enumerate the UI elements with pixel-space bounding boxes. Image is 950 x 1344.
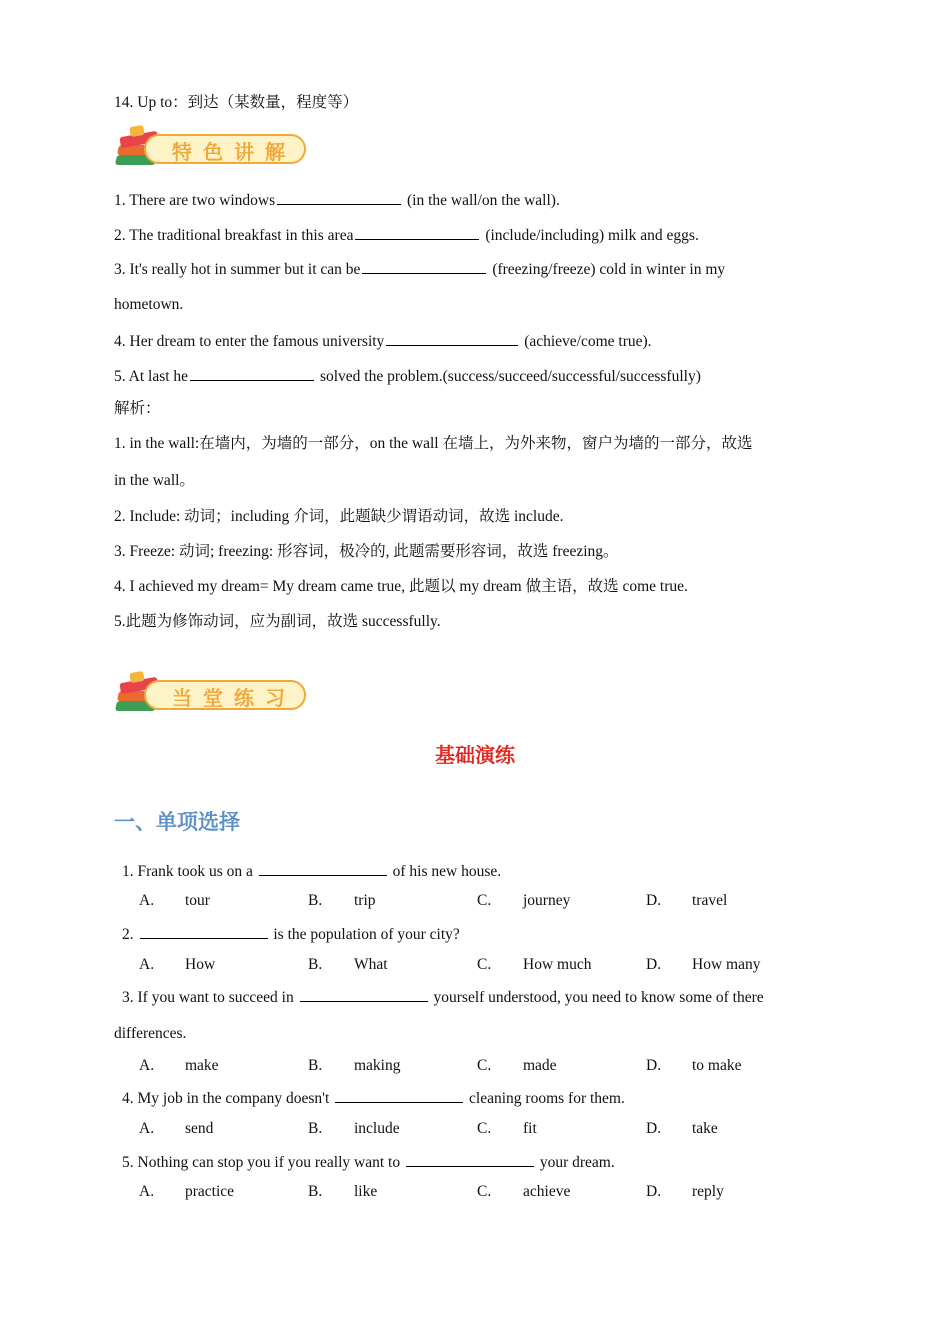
option-d[interactable]: D. How many	[646, 956, 761, 973]
option-a[interactable]: A. How	[139, 956, 216, 973]
answer-blank[interactable]	[362, 258, 486, 274]
question-stem-cont: differences.	[114, 1025, 187, 1042]
option-d[interactable]: D. to make	[646, 1057, 742, 1074]
answer-blank[interactable]	[277, 189, 401, 205]
feature-explain-badge	[114, 124, 310, 174]
feature-question-cont: hometown.	[114, 296, 184, 313]
answer-blank[interactable]	[406, 1151, 534, 1167]
option-c[interactable]: C. achieve	[477, 1183, 571, 1200]
feature-question: 1. There are two windows (in the wall/on the wall).	[114, 189, 560, 211]
option-a[interactable]: A. practice	[139, 1183, 235, 1200]
option-b[interactable]: B. trip	[308, 892, 376, 909]
option-c[interactable]: C. How much	[477, 956, 592, 973]
analysis-heading: 解析：	[114, 400, 161, 417]
option-c[interactable]: C. made	[477, 1057, 557, 1074]
question-stem: 1. Frank took us on a of his new house.	[122, 860, 501, 882]
analysis-line: 1. in the wall:在墙内，为墙的一部分，on the wall 在墙上，为外来物，窗户为墙的一部分，故选	[114, 435, 753, 452]
question-stem: 3. If you want to succeed in yourself understood, you need to know some of there	[122, 986, 764, 1008]
badge-label: 当堂练习	[172, 686, 296, 710]
answer-blank[interactable]	[386, 330, 518, 346]
answer-blank[interactable]	[300, 986, 428, 1002]
option-c[interactable]: C. journey	[477, 892, 571, 909]
in-class-practice-badge	[114, 670, 310, 720]
answer-blank[interactable]	[259, 860, 387, 876]
option-a[interactable]: A. send	[139, 1120, 214, 1137]
question-stem: 5. Nothing can stop you if you really want to your dream.	[122, 1151, 615, 1173]
option-d[interactable]: D. take	[646, 1120, 718, 1137]
option-c[interactable]: C. fit	[477, 1120, 537, 1137]
badge-label: 特色讲解	[172, 140, 296, 164]
answer-blank[interactable]	[140, 923, 268, 939]
feature-question: 4. Her dream to enter the famous university (achieve/come true).	[114, 330, 652, 352]
single-choice-section-title: 一、单项选择	[114, 810, 240, 834]
analysis-line: 5.此题为修饰动词，应为副词，故选 successfully.	[114, 613, 441, 630]
feature-question: 2. The traditional breakfast in this area (include/including) milk and eggs.	[114, 224, 699, 246]
question-stem: 2. is the population of your city?	[122, 923, 460, 945]
analysis-line: 3. Freeze: 动词; freezing: 形容词，极冷的, 此题需要形容词，故选 freezing。	[114, 543, 619, 560]
answer-blank[interactable]	[355, 224, 479, 240]
option-b[interactable]: B. making	[308, 1057, 401, 1074]
option-d[interactable]: D. travel	[646, 892, 728, 909]
option-b[interactable]: B. include	[308, 1120, 400, 1137]
feature-question: 3. It's really hot in summer but it can be (freezing/freeze) cold in winter in my	[114, 258, 725, 280]
option-d[interactable]: D. reply	[646, 1183, 724, 1200]
analysis-line: in the wall。	[114, 472, 195, 489]
basic-practice-title: 基础演练	[435, 743, 515, 767]
answer-blank[interactable]	[190, 365, 314, 381]
question-stem: 4. My job in the company doesn't cleaning rooms for them.	[122, 1087, 625, 1109]
option-a[interactable]: A. tour	[139, 892, 210, 909]
feature-question: 5. At last he solved the problem.(success/succeed/successful/successfully)	[114, 365, 701, 387]
option-b[interactable]: B. What	[308, 956, 388, 973]
analysis-line: 4. I achieved my dream= My dream came true, 此题以 my dream 做主语，故选 come true.	[114, 578, 688, 595]
item-14: 14. Up to：到达（某数量，程度等）	[114, 94, 359, 111]
option-a[interactable]: A. make	[139, 1057, 219, 1074]
analysis-line: 2. Include: 动词；including 介词，此题缺少谓语动词，故选 include.	[114, 508, 564, 525]
answer-blank[interactable]	[335, 1087, 463, 1103]
option-b[interactable]: B. like	[308, 1183, 378, 1200]
